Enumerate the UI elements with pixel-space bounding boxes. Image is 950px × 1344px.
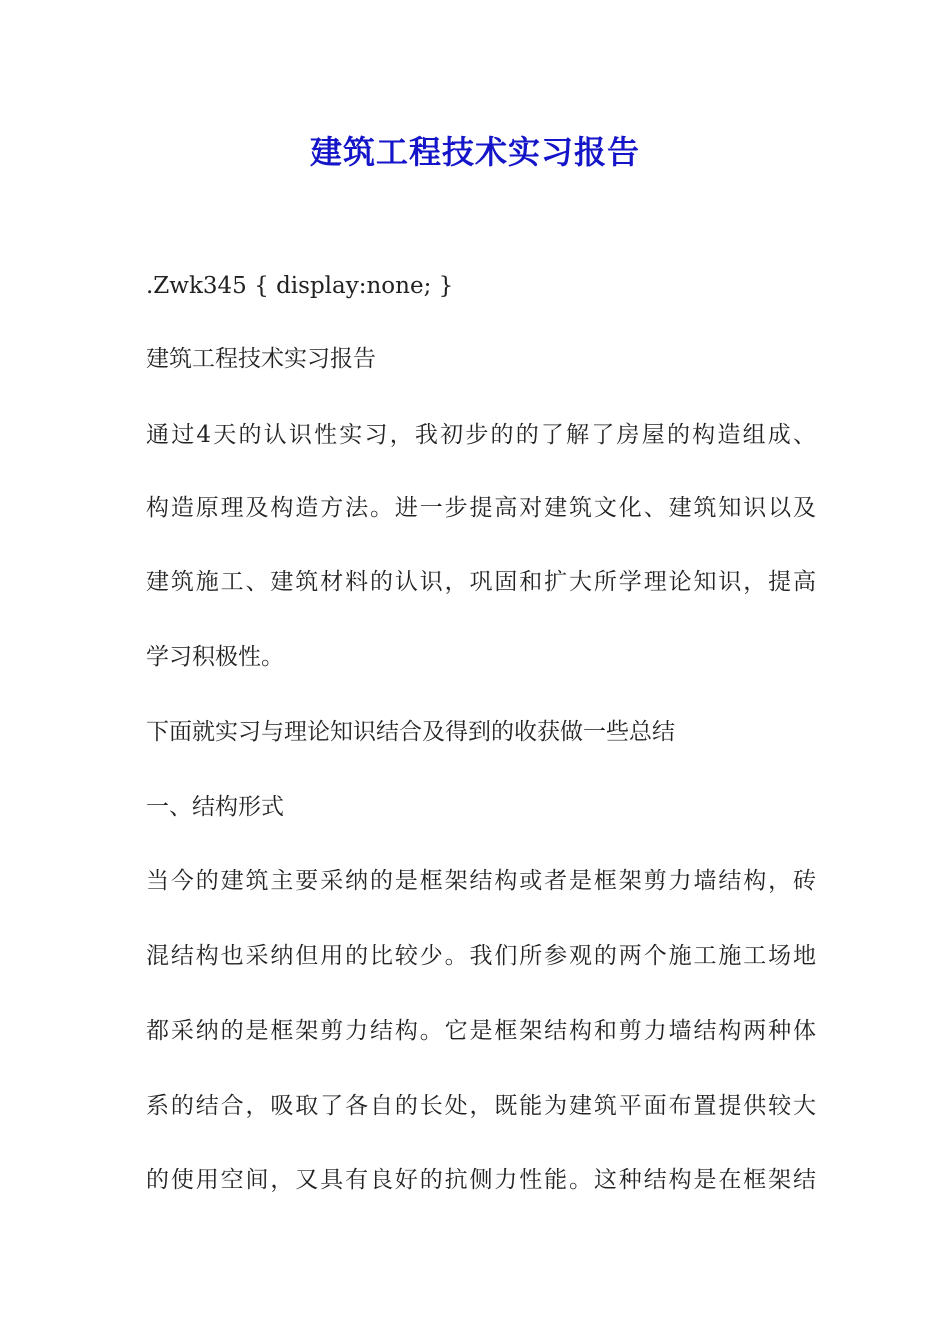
paragraph-line: 构造原理及构造方法。进一步提高对建筑文化、建筑知识以及 <box>146 495 816 521</box>
paragraph-line: 都采纳的是框架剪力结构。它是框架结构和剪力墙结构两种体 <box>146 1018 816 1044</box>
document-title: 建筑工程技术实习报告 <box>309 133 640 171</box>
paragraph-line: 的使用空间，又具有良好的抗侧力性能。这种结构是在框架结 <box>146 1167 816 1193</box>
paragraph-line: 建筑施工、建筑材料的认识，巩固和扩大所学理论知识，提高 <box>146 569 816 595</box>
paragraph-line: 系的结合，吸取了各自的长处，既能为建筑平面布置提供较大 <box>146 1093 816 1119</box>
subtitle-line: 建筑工程技术实习报告 <box>146 346 376 372</box>
paragraph-line: 混结构也采纳但用的比较少。我们所参观的两个施工施工场地 <box>146 943 816 969</box>
section-heading: 一、结构形式 <box>146 794 284 820</box>
paragraph-line: 当今的建筑主要采纳的是框架结构或者是框架剪力墙结构，砖 <box>146 868 816 894</box>
paragraph-line: 通过4天的认识性实习，我初步的的了解了房屋的构造组成、 <box>146 422 816 448</box>
css-code-line: .Zwk345 { display:none; } <box>146 273 454 299</box>
paragraph-line: 下面就实习与理论知识结合及得到的收获做一些总结 <box>146 719 675 745</box>
paragraph-line: 学习积极性。 <box>146 644 284 670</box>
